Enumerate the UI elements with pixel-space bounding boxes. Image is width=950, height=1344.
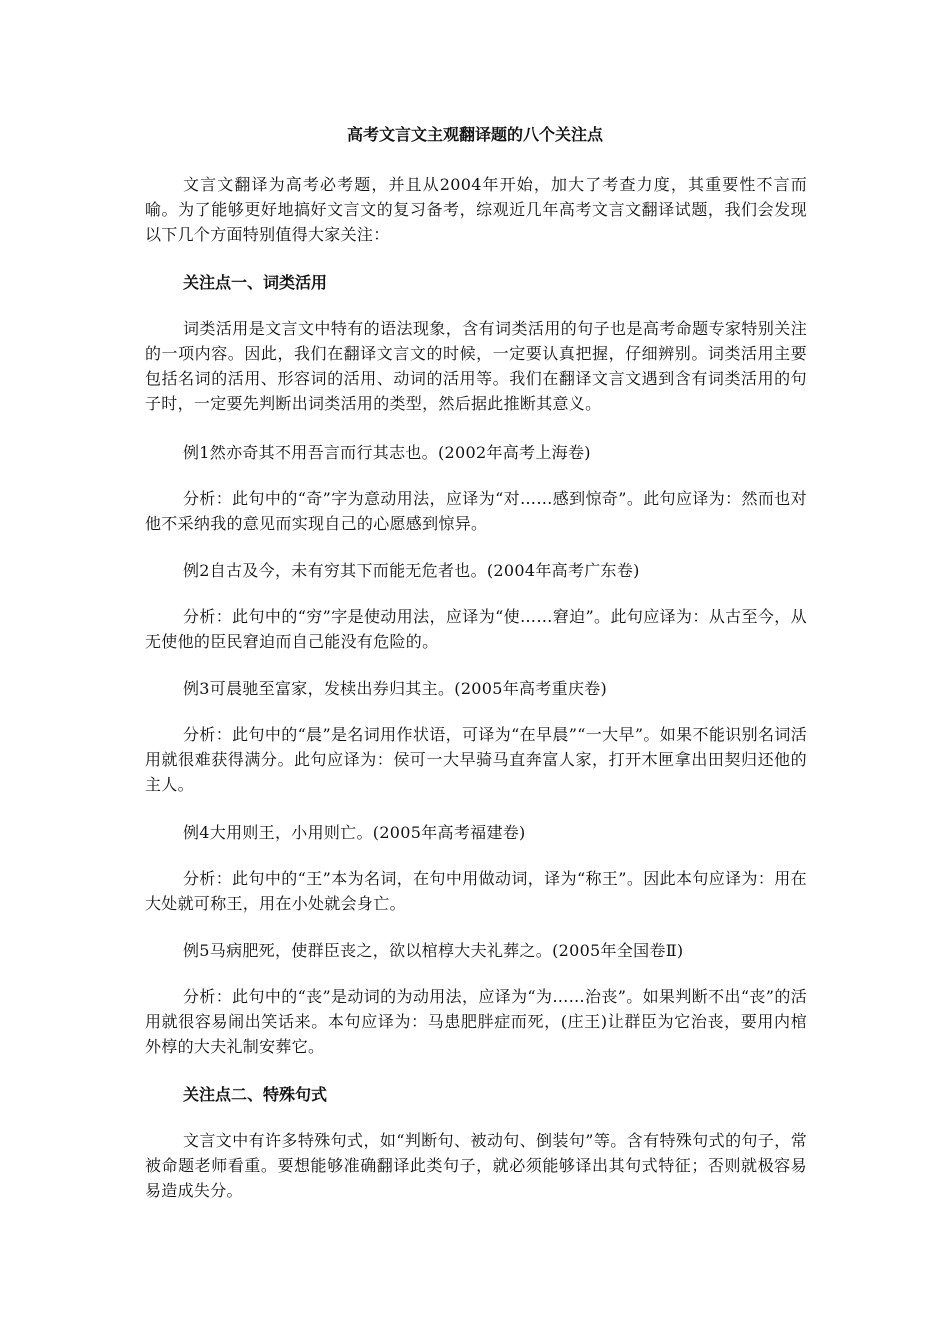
- example-3: 例3可晨驰至富家，发椟出券归其主。(2005年高考重庆卷): [183, 679, 608, 698]
- document-title: 高考文言文主观翻译题的八个关注点: [346, 125, 603, 144]
- example-2: 例2自古及今，未有穷其下而能无危者也。(2004年高考广东卷): [183, 561, 640, 580]
- section-heading-1: 关注点一、词类活用: [183, 273, 328, 292]
- example-4: 例4大用则王，小用则亡。(2005年高考福建卷): [183, 823, 526, 842]
- analysis-4: 分析：此句中的“王”本为名词，在句中用做动词，译为“称王”。因此本句应译为：用在大处就可称王，用在小处就会身亡。: [145, 869, 807, 913]
- section-heading-2: 关注点二、特殊句式: [183, 1085, 328, 1104]
- intro-paragraph: 文言文翻译为高考必考题，并且从2004年开始，加大了考查力度，其重要性不言而喻。为了能够更好地搞好文言文的复习备考，综观近几年高考文言文翻译试题，我们会发现以下几个方面特别值得大家关注：: [145, 175, 807, 244]
- analysis-3: 分析：此句中的“晨”是名词用作状语，可译为“在早晨”“一大早”。如果不能识别名词活用就很难获得满分。此句应译为：侯可一大早骑马直奔富人家，打开木匣拿出田契归还他的主人。: [145, 725, 807, 794]
- example-1: 例1然亦奇其不用吾言而行其志也。(2002年高考上海卷): [183, 443, 591, 462]
- example-5: 例5马病肥死，使群臣丧之，欲以棺椁大夫礼葬之。(2005年全国卷Ⅱ): [183, 941, 684, 960]
- analysis-1: 分析：此句中的“奇”字为意动用法，应译为“对……感到惊奇”。此句应译为：然而也对他不采纳我的意见而实现自己的心愿感到惊异。: [145, 489, 807, 533]
- section1-body: 词类活用是文言文中特有的语法现象，含有词类活用的句子也是高考命题专家特别关注的一项内容。因此，我们在翻译文言文的时候，一定要认真把握，仔细辨别。词类活用主要包括名词的活用、形容词的活用、动词的活用等。我们在翻译文言文遇到含有词类活用的句子时，一定要先判断出词类活用的类型，然后据此推断其意义。: [145, 319, 807, 413]
- section2-body: 文言文中有许多特殊句式，如“判断句、被动句、倒装句”等。含有特殊句式的句子，常被命题老师看重。要想能够准确翻译此类句子，就必须能够译出其句式特征；否则就极容易易造成失分。: [145, 1131, 807, 1200]
- analysis-2: 分析：此句中的“穷”字是使动用法，应译为“使……窘迫”。此句应译为：从古至今，从无使他的臣民窘迫而自己能没有危险的。: [145, 607, 807, 651]
- analysis-5: 分析：此句中的“丧”是动词的为动用法，应译为“为……治丧”。如果判断不出“丧”的活用就很容易闹出笑话来。本句应译为：马患肥胖症而死，(庄王)让群臣为它治丧，要用内棺外椁的大夫礼制安葬它。: [145, 987, 807, 1056]
